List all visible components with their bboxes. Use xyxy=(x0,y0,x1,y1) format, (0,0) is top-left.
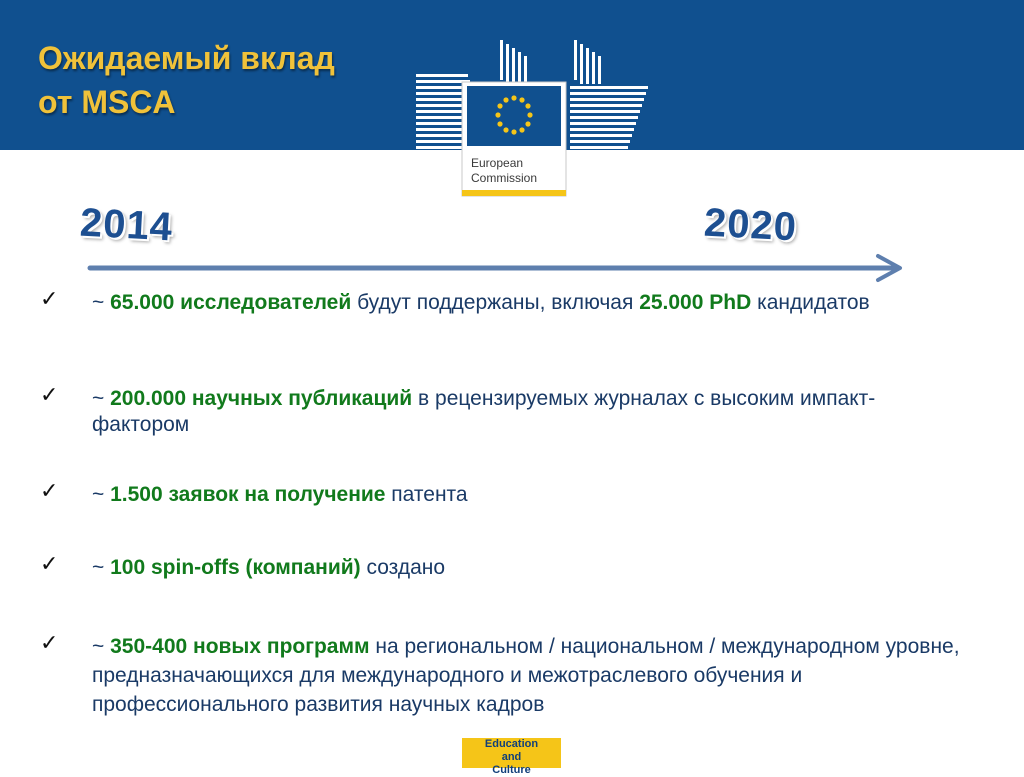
checkmark-icon: ✓ xyxy=(40,287,59,312)
title-line-1: Ожидаемый вклад xyxy=(38,40,335,76)
checkmark-icon: ✓ xyxy=(40,383,59,408)
timeline-start-year: 2014 xyxy=(78,200,175,250)
title-line-2: от MSCA xyxy=(38,84,176,120)
checkmark-icon: ✓ xyxy=(40,479,59,504)
education-culture-badge: Education and Culture xyxy=(462,738,561,768)
list-item-text: ~ 100 spin-offs (компаний) создано xyxy=(92,556,446,579)
checkmark-icon: ✓ xyxy=(40,552,59,577)
checkmark-icon: ✓ xyxy=(40,631,59,656)
list-item-text: ~ 1.500 заявок на получение патента xyxy=(92,483,468,506)
timeline-end-year: 2020 xyxy=(702,200,799,250)
list-item-highlight: 350-400 новых программ xyxy=(110,635,370,658)
european-commission-label xyxy=(471,156,537,186)
logo-line-2: Commission xyxy=(471,171,538,185)
list-item-highlight: 200.000 научных публикаций xyxy=(110,387,413,410)
list-item-text: ~ 200.000 научных публикаций в рецензируемых журналах с высоким импакт-фактором xyxy=(92,387,876,436)
list-item-highlight: 65.000 исследователей xyxy=(110,291,352,314)
list-item-highlight: 1.500 заявок на получение xyxy=(110,483,386,506)
list-item-highlight: 25.000 PhD xyxy=(639,291,752,314)
slide-title xyxy=(38,36,335,124)
list-item-text: ~ 350-400 новых программ на региональном / национальном / международном уровне, предназначающихся для международного и межотраслевого обучения и профессионального развития научных кадров xyxy=(92,635,960,716)
timeline-arrow xyxy=(86,252,908,284)
logo-line-1: European xyxy=(471,156,524,170)
list-item-highlight: 100 spin-offs (компаний) xyxy=(110,556,361,579)
list-item-text: ~ 65.000 исследователей будут поддержаны, включая 25.000 PhD кандидатов xyxy=(92,291,870,314)
